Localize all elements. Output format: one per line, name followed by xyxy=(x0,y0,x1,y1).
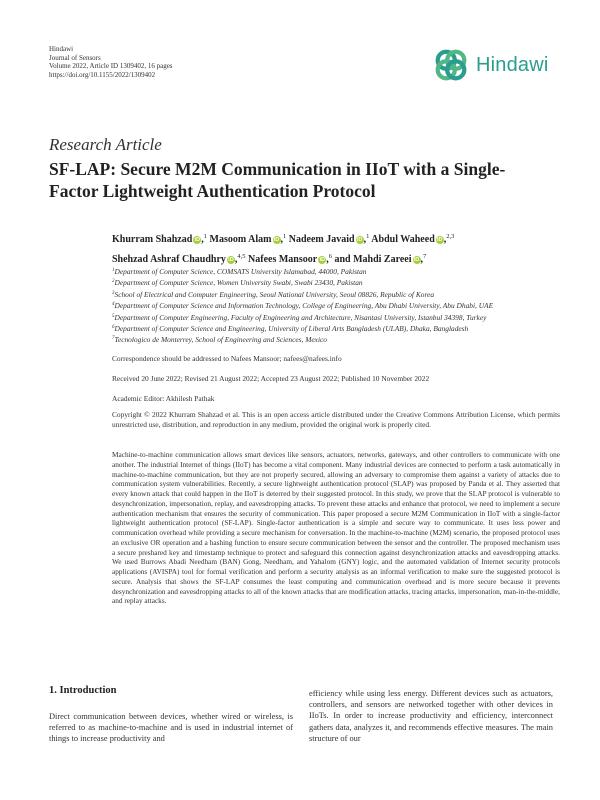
affiliation-number: 1 xyxy=(112,268,115,273)
orcid-icon[interactable]: iD xyxy=(413,257,420,263)
orcid-icon[interactable]: iD xyxy=(437,237,443,243)
author-affiliation-sup: 1 xyxy=(203,233,208,240)
affiliation-text: Department of Computer Science, COMSATS University Islamabad, 44000, Pakistan xyxy=(114,267,367,276)
author-name[interactable]: Shehzad Ashraf Chaudhry xyxy=(112,254,226,265)
author-affiliation-sup: 2,3 xyxy=(446,233,455,240)
author-name[interactable]: Mahdi Zareei xyxy=(353,254,412,265)
author-name[interactable]: Nafees Mansoor xyxy=(248,254,318,265)
affiliation-text: Department of Computer Science and Information Technology, College of Engineering, Abu Dhabi University, Abu Dhabi, UAE xyxy=(114,301,494,311)
section-heading-introduction: 1. Introduction xyxy=(49,685,117,696)
academic-editor: Academic Editor: Akhilesh Pathak xyxy=(112,394,215,403)
intro-column-right: efficiency while using less energy. Different devices such as actuators, controllers, and sensors are networked together with other devices in IIoTs. In order to increase productivity and efficiency, interconnect gathers data, analyzes it, and recommends effective measures. The main structure of our xyxy=(309,689,553,743)
affiliation-item xyxy=(112,323,562,334)
affiliation-item xyxy=(112,289,562,300)
orcid-icon[interactable]: iD xyxy=(228,257,234,263)
author-name[interactable]: Abdul Waheed xyxy=(371,234,435,245)
author: Nafees Mansoor iD,$^6$ xyxy=(248,253,332,265)
journal-meta xyxy=(49,45,173,79)
affiliation-number: 6 xyxy=(112,325,115,331)
orcid-icon[interactable]: iD xyxy=(319,257,325,263)
volume-info: Volume 2022, Article ID 1309402, 16 pages xyxy=(49,62,173,71)
hindawi-logo-icon xyxy=(432,46,470,84)
affiliation-item xyxy=(112,266,562,277)
doi-link[interactable]: https://doi.org/10.1155/2022/1309402 xyxy=(49,70,156,79)
affiliation-number: 3 xyxy=(112,290,115,296)
affiliation-text: Department of Computer Engineering, Faculty of Engineering and Architecture, Nisantasi University, Istanbul 34398, Turkey xyxy=(114,312,487,322)
author-affiliation-sup: 1 xyxy=(366,233,370,240)
author: Masoom Alam iD,$^1$ xyxy=(209,233,287,245)
author-affiliation-sup: 6 xyxy=(328,253,332,260)
correspondence: Correspondence should be addressed to Nafees Mansoor; nafees@nafees.info xyxy=(112,354,342,363)
orcid-icon[interactable]: iD xyxy=(273,237,280,243)
author-affiliation-sup: 7 xyxy=(423,253,427,260)
affiliation-text: School of Electrical and Computer Engineering, Seoul National University, Seoul 08826, Republic of Korea xyxy=(114,289,435,299)
logo-text: Hindawi xyxy=(476,53,549,76)
author-list: Khurram Shahzad iD,$^1$ Masoom Alam iD,$^1$ Nadeem Javaid iD,$^1$ Abdul Waheed iD,$^{2,3}$ Shehzad Ashraf Chaudhry iD,$^{4,5}$ Nafees Mansoor iD,$^6$ and Mahdi Zareei iD,$^7$ xyxy=(112,233,455,265)
affiliation-text: Department of Computer Science and Engineering, University of Liberal Arts Bangladesh (ULAB), Dhaka, Bangladesh xyxy=(114,324,469,334)
intro-column-left: Direct communication between devices, whether wired or wireless, is referred to as machine-to-machine and is used in industrial internet of things to increase productivity and xyxy=(49,712,293,744)
paper-title: SF-LAP: Secure M2M Communication in IIoT with a Single-Factor Lightweight Authentication Protocol xyxy=(49,159,506,201)
author-affiliation-sup: 1 xyxy=(283,233,287,240)
hindawi-logo xyxy=(432,43,562,87)
author-affiliation-sup: 4,5 xyxy=(237,253,246,260)
affiliation-list xyxy=(112,266,562,346)
affiliation-number: 2 xyxy=(112,279,115,285)
author: Nadeem Javaid iD,$^1$ xyxy=(288,233,370,245)
author-name[interactable]: Masoom Alam xyxy=(209,234,272,245)
affiliation-number: 7 xyxy=(112,336,115,342)
article-type: Research Article xyxy=(49,135,162,154)
affiliation-number: 4 xyxy=(112,302,115,308)
author: Shehzad Ashraf Chaudhry iD,$^{4,5}$ xyxy=(112,253,246,265)
journal-name: Journal of Sensors xyxy=(49,53,101,62)
author: Mahdi Zareei iD,$^7$ xyxy=(353,253,427,265)
orcid-icon[interactable]: iD xyxy=(194,237,201,243)
affiliation-item xyxy=(112,277,562,288)
orcid-icon[interactable]: iD xyxy=(356,237,363,243)
received-dates: Received 20 June 2022; Revised 21 August 2022; Accepted 23 August 2022; Published 10 November 2022 xyxy=(112,374,430,383)
affiliation-item xyxy=(112,334,562,345)
abstract: Machine-to-machine communication allows smart devices like sensors, actuators, networks, gateways, and other controllers to communicate with one another. The industrial Internet of things (IIoT) has become a vital component. Many industrial devices are connected to perform a task automatically in machine-to-machine communication, but they are not properly secured, allowing an adversary to compromise them against a variety of attacks due to communication system vulnerabilities. Recently, a secure lightweight authentication protocol (SLAP) was proposed by Panda et al. They asserted that every known attack that could happen in the IIoT is deterred by their suggested protocol. In this study, we prove that the SLAP protocol is vulnerable to desynchronization, impersonation, replay, and eavesdropping attacks. To prevent these attacks and enhance that protocol, we need to implement a secure authentication mechanism that ensures the security of communication. This paper proposed a secure M2M Communication in IIoT with a single-factor lightweight authentication protocol (SF-LAP). Single-factor authentication is a simple and secure way to communicate. It uses less power and communication overhead while providing a secure mechanism for conversation. In the machine-to-machine (M2M) scenario, the proposed protocol uses an exclusive OR operation and a hashing function to ensure secure communication between the sensor and the controller. The proposed mechanism uses a secure preshared key and timestamp technique to protect and safeguard this connection against desynchronization attacks and eavesdropping attacks. We used Burrows Abadi Needham (BAN) Gong, Needham, and Yahalom (GNY) logic, and the automated validation of Internet security protocols applications (AVISPA) tool for formal verification and perform a security analysis as an informal verification to make sure the suggested protocol is secure. Analysis that shows the SF-LAP consumes the least computing and communication overhead and is more secure because it prevents desynchronization and eavesdropping attacks to all of the known attacks that are modification attacks, tracing attacks, impersonation, man-in-the-middle, and replay attacks. xyxy=(112,450,560,606)
affiliation-text: Department of Computer Science, Women University Swabi, Swabi 23430, Pakistan xyxy=(114,278,363,288)
affiliation-item xyxy=(112,312,562,323)
author: Khurram Shahzad iD,$^1$ xyxy=(112,233,208,245)
copyright-notice: Copyright © 2022 Khurram Shahzad et al. This is an open access article distributed under the Creative Commons Attribution License, which permits unrestricted use, distribution, and reproduction in any medium, provided the original work is properly cited. xyxy=(112,410,560,429)
affiliation-item xyxy=(112,300,562,311)
publisher-name: Hindawi xyxy=(49,45,74,53)
author: Abdul Waheed iD,$^{2,3}$ xyxy=(371,233,455,245)
affiliation-text: Tecnologico de Monterrey, School of Engineering and Sciences, Mexico xyxy=(114,335,327,345)
author-name[interactable]: Khurram Shahzad xyxy=(112,234,193,245)
author-name[interactable]: Nadeem Javaid xyxy=(288,234,355,245)
affiliation-number: 5 xyxy=(112,313,115,319)
